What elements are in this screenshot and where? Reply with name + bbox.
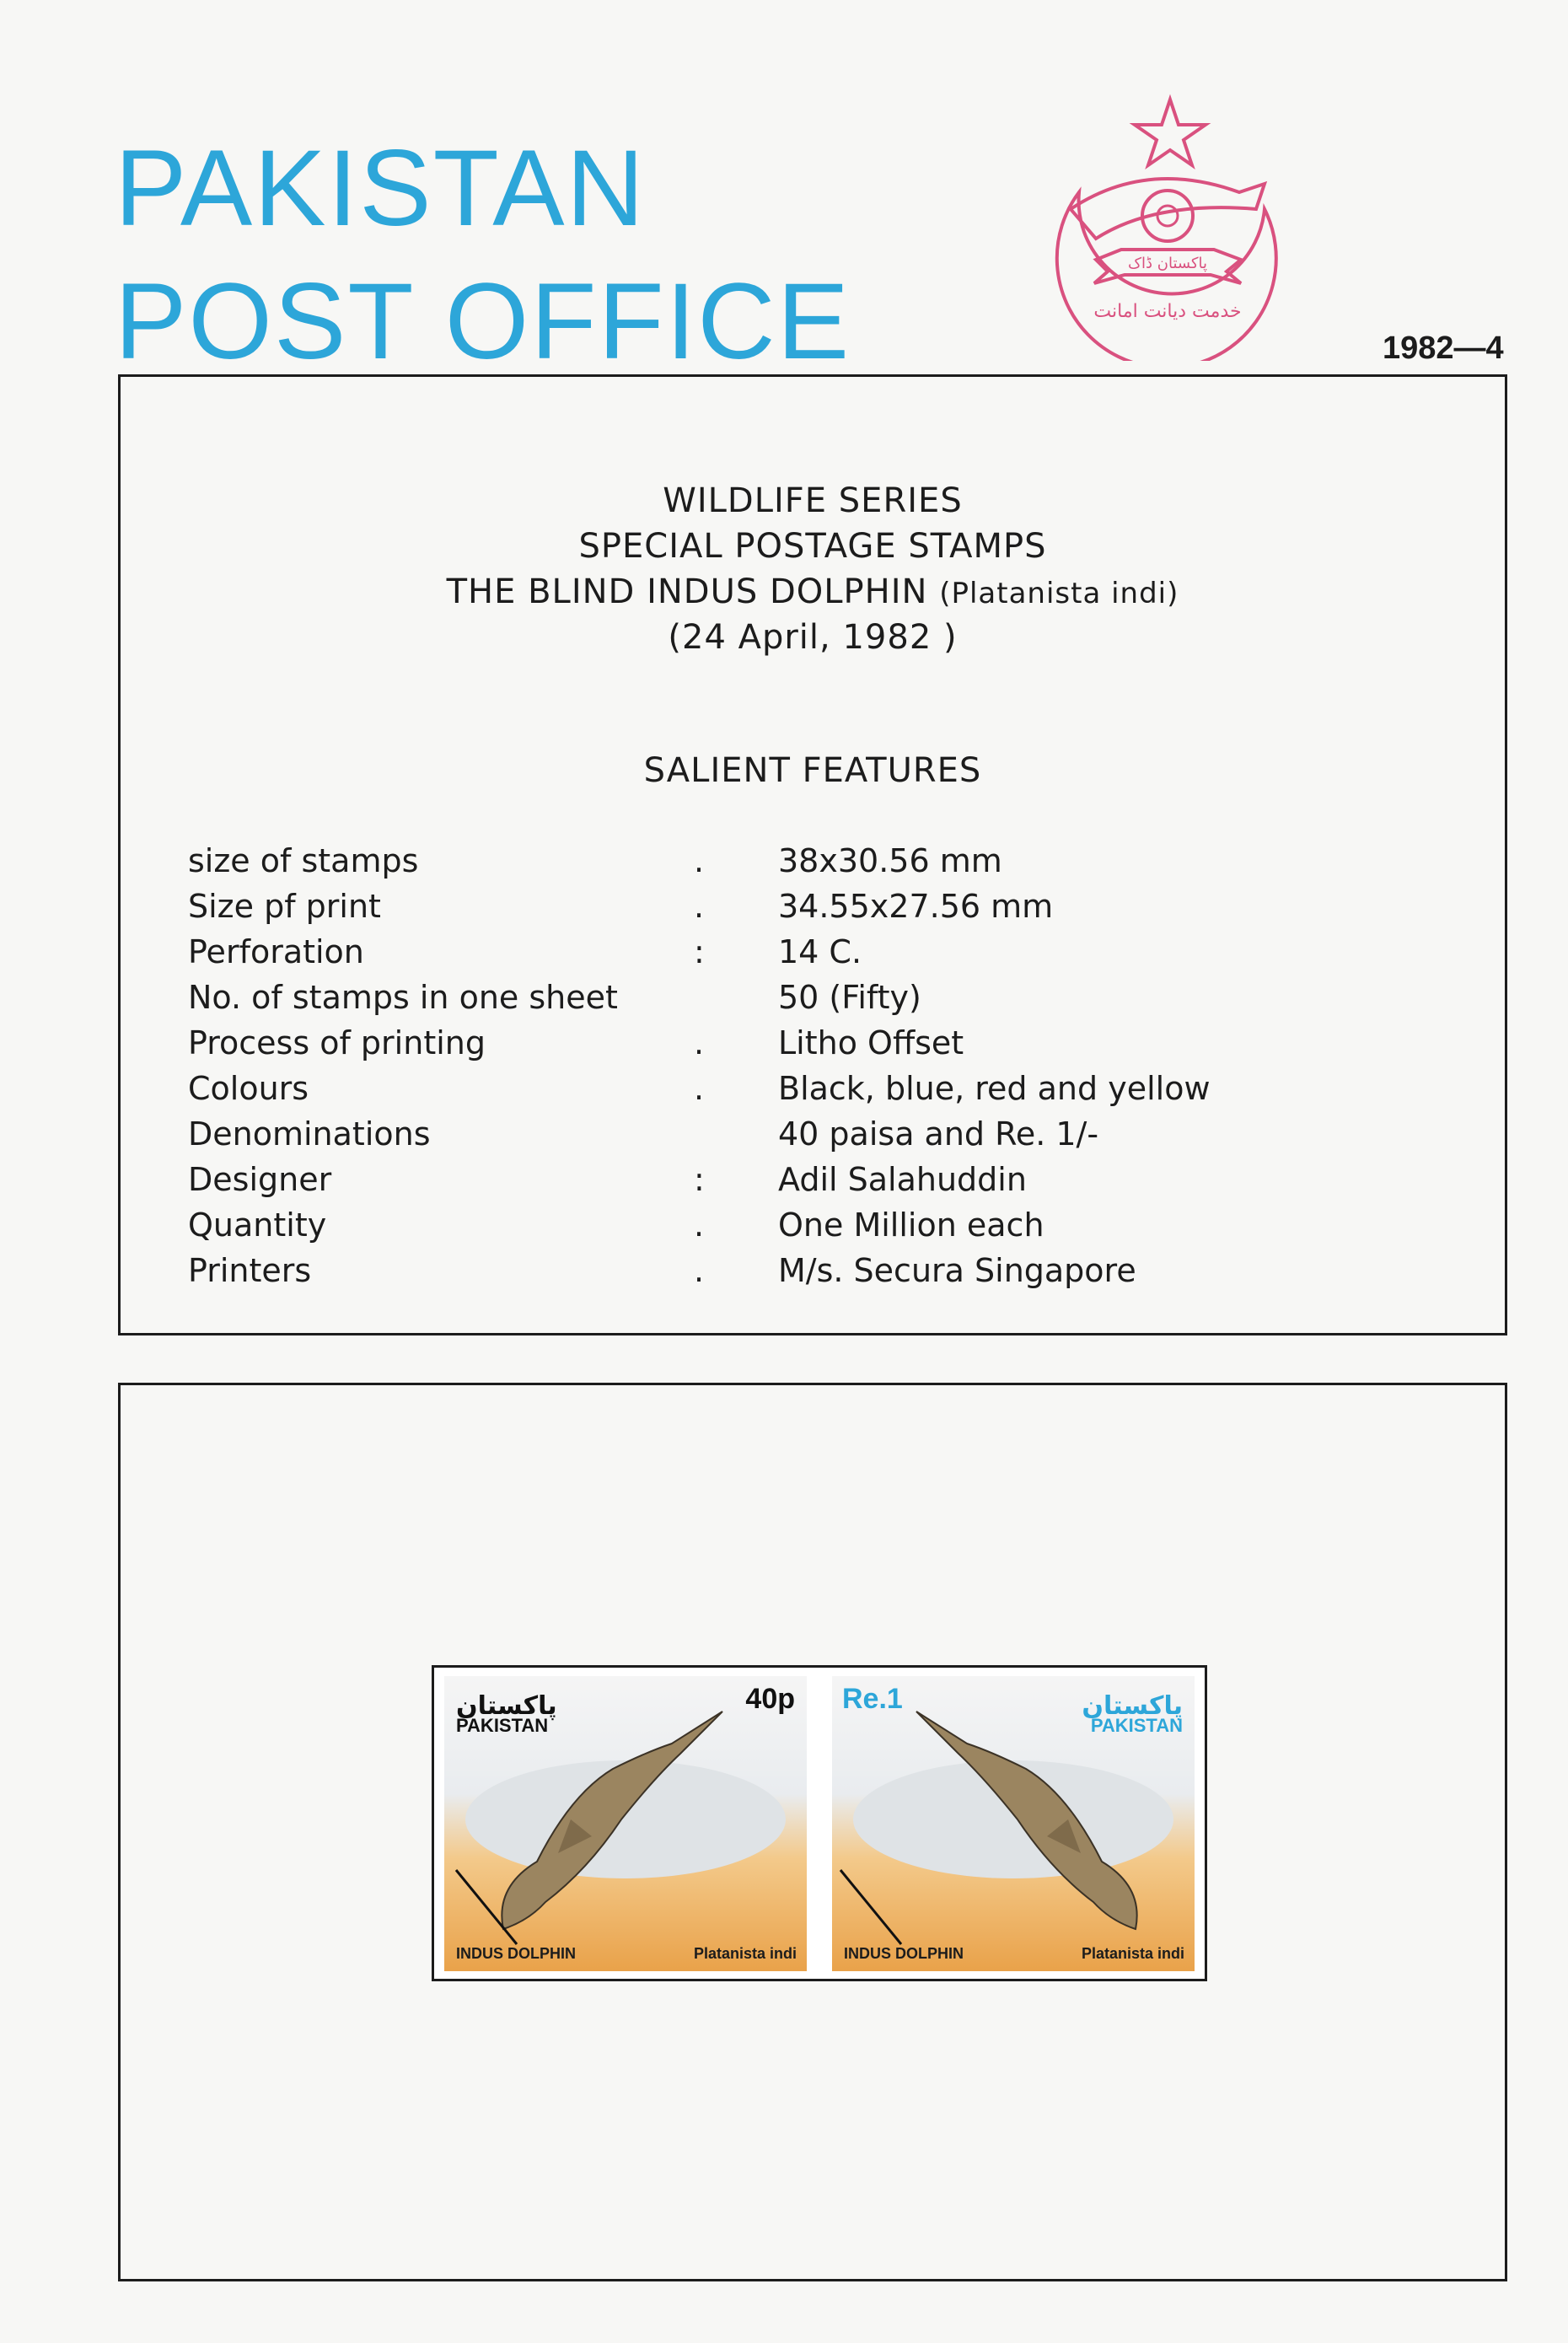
feature-label: Perforation	[188, 933, 364, 970]
emblem-urdu-top: پاکستان ڈاک	[1127, 255, 1208, 272]
post-horn-crescent-emblem	[1020, 91, 1290, 361]
features-list	[188, 842, 1436, 1298]
issue-number: 1982—4	[1383, 330, 1504, 366]
stamp-subject	[121, 572, 1505, 611]
masthead-post-office: POST OFFICE	[115, 261, 851, 382]
feature-label: Size pf print	[188, 888, 381, 925]
subject-name: THE BLIND INDUS DOLPHIN	[446, 572, 928, 611]
feature-row	[188, 1070, 1436, 1115]
feature-row	[188, 888, 1436, 933]
feature-value: 14 C.	[778, 933, 862, 970]
feature-value: Black, blue, red and yellow	[778, 1070, 1211, 1107]
feature-separator: :	[694, 933, 705, 970]
feature-label: Printers	[188, 1252, 312, 1289]
feature-separator: .	[694, 842, 705, 879]
post-horn-icon	[1071, 179, 1265, 239]
feature-label: Process of printing	[188, 1024, 486, 1061]
feature-value: Adil Salahuddin	[778, 1161, 1027, 1198]
features-heading: SALIENT FEATURES	[643, 751, 982, 790]
feature-label: size of stamps	[188, 842, 419, 879]
feature-row	[188, 933, 1436, 979]
stamp-40p	[444, 1676, 807, 1971]
feature-value: 40 paisa and Re. 1/-	[778, 1115, 1099, 1153]
feature-label: Denominations	[188, 1115, 431, 1153]
feature-label: Colours	[188, 1070, 309, 1107]
stamp-urdu-country: پاکستان	[1082, 1691, 1183, 1721]
feature-separator: .	[694, 888, 705, 925]
feature-row	[188, 1115, 1436, 1161]
stamp-pair	[432, 1665, 1207, 1981]
announcement-panel	[118, 374, 1507, 1335]
feature-value: 50 (Fifty)	[778, 979, 921, 1016]
feature-separator: .	[694, 1024, 705, 1061]
feature-row	[188, 1161, 1436, 1206]
stamp-re1	[832, 1676, 1195, 1971]
stamp-country: PAKISTAN	[456, 1715, 549, 1736]
feature-separator: .	[694, 1070, 705, 1107]
stamps-subtitle: SPECIAL POSTAGE STAMPS	[578, 527, 1047, 566]
feature-separator: :	[694, 1161, 705, 1198]
feature-row	[188, 1252, 1436, 1298]
feature-row	[188, 979, 1436, 1024]
feature-value: 34.55x27.56 mm	[778, 888, 1054, 925]
stamp-denomination: 40p	[745, 1683, 795, 1715]
stamp-display-panel	[118, 1383, 1507, 2281]
subject-scientific-name: (Platanista indi)	[939, 577, 1179, 610]
masthead-pakistan: PAKISTAN	[115, 128, 647, 249]
feature-separator: .	[694, 1252, 705, 1289]
feature-label: Designer	[188, 1161, 332, 1198]
star-icon	[1135, 99, 1206, 165]
stamp-denomination: Re.1	[842, 1683, 903, 1715]
stamp-urdu-country: پاکستان	[456, 1691, 557, 1721]
feature-row	[188, 1206, 1436, 1252]
series-title: WILDLIFE SERIES	[663, 481, 963, 520]
stamp-caption: INDUS DOLPHIN	[456, 1945, 577, 1962]
issue-date: (24 April, 1982 )	[668, 618, 958, 657]
feature-row	[188, 842, 1436, 888]
emblem-urdu-bottom: خدمت دیانت امانت	[1093, 301, 1242, 322]
feature-value: Litho Offset	[778, 1024, 964, 1061]
feature-value: M/s. Secura Singapore	[778, 1252, 1136, 1289]
feature-value: One Million each	[778, 1206, 1044, 1244]
feature-label: No. of stamps in one sheet	[188, 979, 618, 1016]
feature-label: Quantity	[188, 1206, 327, 1244]
stamp-scientific-name: Platanista indi	[693, 1945, 797, 1962]
stamp-scientific-name: Platanista indi	[1081, 1945, 1184, 1962]
feature-separator: .	[694, 1206, 705, 1244]
feature-row	[188, 1024, 1436, 1070]
stamp-caption: INDUS DOLPHIN	[844, 1945, 964, 1962]
stamp-country: PAKISTAN	[1090, 1715, 1183, 1736]
feature-value: 38x30.56 mm	[778, 842, 1002, 879]
